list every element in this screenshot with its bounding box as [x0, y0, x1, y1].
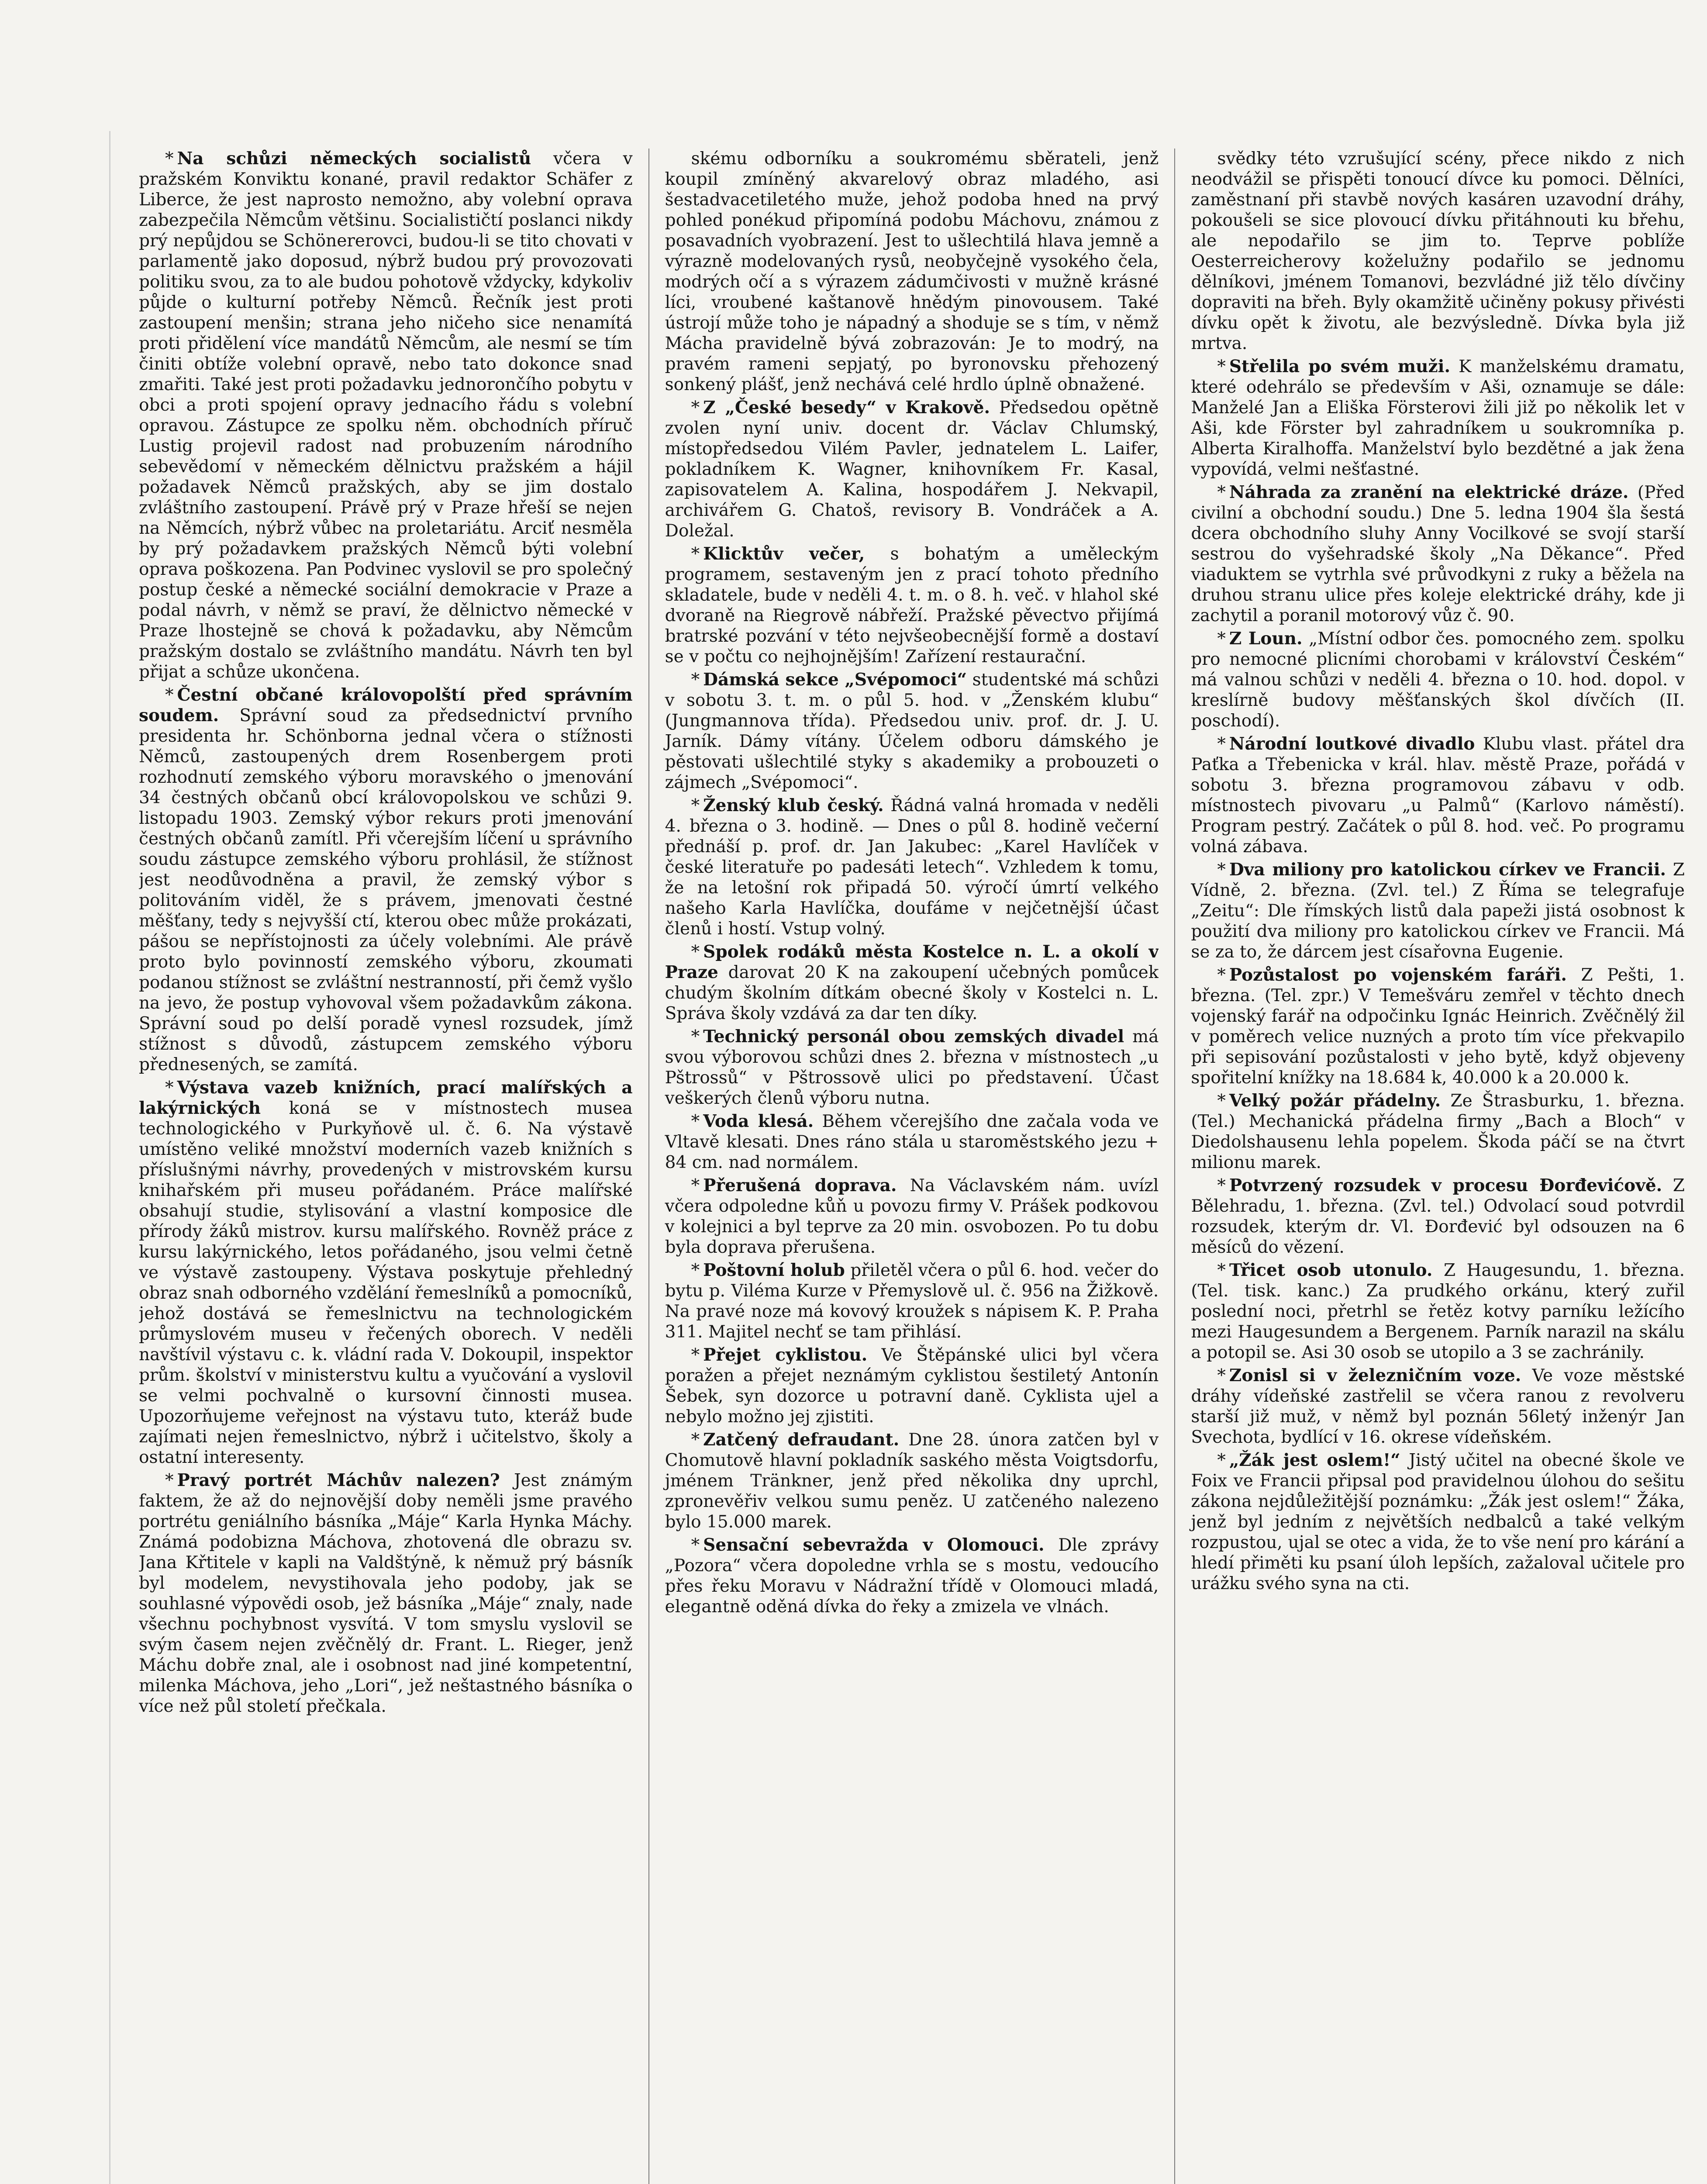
- article-headline: Dámská sekce „Svépomoci“: [703, 670, 967, 690]
- article-headline: Ženský klub český.: [703, 795, 884, 816]
- article-headline: Klicktův večer,: [703, 544, 865, 564]
- column-middle: [648, 149, 1159, 2184]
- news-article: [665, 1535, 1159, 1617]
- article-body: Jistý učitel na obecné škole ve Foix ve Francii připsal pod pravidelnou úlohou do sešitu zákona nejdůležitější poznámku: „Žák jest oslem!“ Žáka, jenž byl jedním z největších nedbalců a také velkým rozpustou, ujal se otec a vida, že to vše není pro kárání a hledí přiměti ku psaní úloh lepších, zažaloval učitele pro urážku svého syna na cti.: [1191, 1451, 1685, 1593]
- news-article: [1191, 1260, 1685, 1363]
- article-headline: Národní loutkové divadlo: [1229, 734, 1475, 754]
- article-body: Ve voze městské dráhy vídeňské zastřelil se včera ranou z revolveru starší již muž, v němž byl poznán 56letý inženýr Jan Svechota, bydlící v 16. okrese vídeňském.: [1191, 1366, 1685, 1447]
- news-article: [665, 1260, 1159, 1342]
- article-body: Z Bělehradu, 1. března. (Zvl. tel.) Odvolací soud potvrdil rozsudek, kterým dr. Vl. Đorđević byl odsouzen na 6 měsíců do vězení.: [1191, 1176, 1685, 1257]
- article-body: skému odborníku a soukromému sběrateli, jenž koupil zmíněný akvarelový obraz mladého, asi šestadvacetiletého muže, jehož podoba hned na prvý pohled ponékud připomíná podobu Máchovu, známou z posavadních vyobrazení. Jest to ušlechtilá hlava jemně a výrazně modelovaných rysů, neobyčejně vysokého čela, modrých očí a s výrazem zádumčivosti v mužně krásné líci, vroubené kaštanově hnědým pinovousem. Také ústrojí může toho je nápadný a shoduje se s tím, v němž Mácha pravidelně bývá zobrazován: Je to modrý, na pravém rameni sepjatý, po byronovsku přehozený sonkený plášť, jenž nechává celé hrdlo úplně obnažené.: [665, 149, 1159, 394]
- article-body: Řádná valná hromada v neděli 4. března o 3. hodině. — Dnes o půl 8. hodině večerní přednáší p. prof. dr. Jan Jakubec: „Karel Havlíček v české literatuře po padesáti letech“. Vzhledem k tomu, že na letošní rok připadá 50. výročí úmrtí velkého našeho Karla Havlíčka, doufáme v nejčetnější účast členů i hostí. Vstup volný.: [665, 796, 1159, 939]
- article-body: Během včerejšího dne začala voda ve Vltavě klesati. Dnes ráno stála u staroměstského jezu + 84 cm. nad normálem.: [665, 1112, 1159, 1172]
- article-marker: *: [1217, 1091, 1226, 1111]
- article-marker: *: [691, 1027, 700, 1047]
- article-body: Správní soud za předsednictví prvního presidenta hr. Schönborna jednal včera o stížnosti Němců, zastoupených drem Rosenbergem proti rozhodnutí zemského výboru moravského o jmenování 34 čestných občanů obcí královopolskou ve schůzi 9. listopadu 1903. Zemský výbor rekurs proti jmenování čestných občanů zamítl. Při včerejším líčení u správního soudu zástupce zemského výboru prohlásil, že stížnost jest neodůvodněna a pravil, že zemský výbor s politováním viděl, že s právem, jmenovati čestné měšťany, tedy s nejvyšší ctí, kterou obec může prokázati, pášou se nepřístojnosti za účely volebními. Ale právě proto bylo povinností zemského výboru, zkoumati podanou stížnost se zvláštní nestranností, při čemž vyšlo na jevo, že postup vyhovoval všem požadavkům zákona. Správní soud po delší poradě vynesl rozsudek, jímž stížnost s důvodů, zástupcem zemského výboru přednesených, se zamítá.: [139, 706, 633, 1075]
- article-marker: *: [1217, 483, 1226, 502]
- news-article: [1191, 149, 1685, 354]
- article-marker: *: [165, 685, 174, 705]
- article-body: Ze Štrasburku, 1. března. (Tel.) Mechanická přádelna firmy „Bach a Bloch“ v Diedolshausenu lehla popelem. Škoda páčí se na čtvrt milionu marek.: [1191, 1091, 1685, 1172]
- article-body: Dne 28. února zatčen byl v Chomutově hlavní pokladník saského města Voigtsdorfu, jménem Tränkner, jenž před několika dny uprchl, zpronevěřiv velkou sumu peněz. U zatčeného nalezeno bylo 15.000 marek.: [665, 1430, 1159, 1532]
- article-body: studentské má schůzi v sobotu 3. t. m. o půl 5. hod. v „Ženském klubu“ (Jungmannova třída). Předsedou univ. prof. dr. J. U. Jarník. Dámy vítány. Účelem odboru dámského je pěstovati ušlechtilé styky s akademiky a probouzeti o zájmech „Svépomoci“.: [665, 670, 1159, 792]
- article-marker: *: [1217, 1261, 1226, 1280]
- article-body: svědky této vzrušující scény, přece nikdo z nich neodvážil se přispěti tonoucí dívce ku pomoci. Dělníci, zaměstnaní při stavbě nových kasáren uzavodní dráhy, pokoušeli se sice plovoucí dívku přitáhnouti ku břehu, ale nepodařilo se jim to. Teprve poblíže Oesterreicherovy koželužny podařilo se jednomu dělníkovi, jménem Tomanovi, bezvládné již tělo dívčiny dopraviti na břeh. Byly okamžitě učiněny pokusy přivésti dívku opět k životu, ale bezvýsledně. Dívka byla již mrtva.: [1191, 149, 1685, 353]
- article-marker: *: [1217, 1366, 1226, 1386]
- article-body: „Místní odbor čes. pomocného zem. spolku pro nemocné plicními chorobami v království Českém“ má valnou schůzi v neděli 4. března o 10. hod. dopol. v kreslírně budovy měšťanských škol dívčích (II. poschodí).: [1191, 629, 1685, 731]
- news-article: [1191, 860, 1685, 962]
- news-article: [1191, 1450, 1685, 1594]
- news-article: [665, 1430, 1159, 1532]
- article-headline: Střelila po svém muži.: [1229, 356, 1451, 377]
- news-article: [665, 1175, 1159, 1258]
- article-headline: Sensační sebevražda v Olomouci.: [703, 1535, 1045, 1555]
- article-marker: *: [165, 1078, 174, 1098]
- news-article: [1191, 1091, 1685, 1173]
- article-headline: Na schůzi německých socialistů: [177, 149, 531, 169]
- article-marker: *: [691, 1535, 700, 1555]
- news-article: [665, 397, 1159, 541]
- article-headline: Z Loun.: [1229, 629, 1303, 649]
- article-body: Z Pešti, 1. března. (Tel. zpr.) V Temešváru zemřel v těchto dnech vojenský farář na odpočinku Ignác Heinrich. Zvěčnělý žil v poměrech velice nuzných a proto tím více překvapilo při sepisování pozůstalosti v jeho bytě, když objeveny spořitelní knížky na 18.684 k, 40.000 k a 20.000 k.: [1191, 965, 1685, 1088]
- article-marker: *: [691, 1345, 700, 1365]
- article-body: Na Václavském nám. uvízl včera odpoledne kůň u povozu firmy V. Prášek podkovou v kolejnici a byl teprve za 20 min. osvobozen. Po tu dobu byla doprava přerušena.: [665, 1176, 1159, 1257]
- article-headline: Náhrada za zranění na elektrické dráze.: [1229, 482, 1629, 502]
- article-headline: Velký požár přádelny.: [1229, 1091, 1441, 1111]
- news-article: [139, 149, 633, 682]
- news-article: [665, 795, 1159, 939]
- article-body: Z Vídně, 2. března. (Zvl. tel.) Z Říma se telegrafuje „Zeitu“: Dle římských listů dala papeži jistá osobnost k použití dva miliony pro katolickou církev ve Francii. Má se za to, že dárcem jest císařovna Eugenie.: [1191, 860, 1685, 962]
- news-article: [139, 685, 633, 1075]
- article-headline: Přerušená doprava.: [703, 1175, 897, 1196]
- news-article: [1191, 356, 1685, 480]
- article-body: má svou výborovou schůzi dnes 2. března v místnostech „u Pštrossů“ v Pštrossově ulici po představení. Účast veškerých členů výboru nutna.: [665, 1027, 1159, 1108]
- article-headline: Voda klesá.: [703, 1111, 814, 1131]
- article-headline: Technický personál obou zemských divadel: [703, 1026, 1124, 1047]
- news-article: [665, 1026, 1159, 1109]
- news-article: [665, 670, 1159, 793]
- article-body: koná se v místnostech musea technologického v Purkyňově ul. č. 6. Na výstavě umístěno veliké množství moderních vazeb knižních s příslušnými návrhy, provedených v mistrovském kursu knihařském při museu pořádaném. Práce malířské obsahují studie, stylisování a vlastní komposice dle přírody žáků mistrov. kursu malířského. Rovněž práce z kursu lakýrnického, letos pořádaného, jsou velmi četně ve výstavě zastoupeny. Výstava poskytuje přehledný obraz snah odborného vzdělání řemeslníků a pomocníků, jehož dostává se řemeslnictvu na technologickém průmyslovém museu v řečených oborech. V neděli navštívil výstavu c. k. vládní rada V. Dokoupil, inspektor prům. školství v ministerstvu kultu a vyučování a vyslovil se velmi pochvalně o kursovní činnosti musea. Upozorňujeme veřejnost na výstavu tuto, kteráž bude zajímati nejen řemeslnictvo, nýbrž i učitelstvo, školy a ostatní interesenty.: [139, 1099, 633, 1467]
- article-marker: *: [691, 398, 700, 418]
- news-article: [1191, 734, 1685, 857]
- article-marker: *: [1217, 1176, 1226, 1196]
- article-marker: *: [1217, 1451, 1226, 1470]
- article-marker: *: [1217, 734, 1226, 754]
- article-body: (Před civilní a obchodní soudu.) Dne 5. ledna 1904 šla šestá dcera obchodního sluhy Anny Vocilkové se svojí starší sestrou do vyšehradské školy „Na Děkance“. Před viaduktem se vytrhla své průvodkyni z ruky a běžela na druhou stranu ulice přes koleje elektrické dráhy, kde ji zachytil a poranil motorový vůz č. 90.: [1191, 483, 1685, 625]
- article-marker: *: [691, 1261, 700, 1280]
- news-article: [139, 1078, 633, 1468]
- news-article: [665, 149, 1159, 395]
- article-marker: *: [1217, 629, 1226, 649]
- column-left: [139, 149, 633, 2184]
- column-right: [1174, 149, 1685, 2184]
- article-body: přiletěl včera o půl 6. hod. večer do bytu p. Viléma Kurze v Přemyslově ul. č. 956 na Žižkově. Na pravé noze má kovový kroužek s nápisem K. P. Praha 311. Majitel nechť se tam přihlásí.: [665, 1261, 1159, 1342]
- article-body: Ve Štěpánské ulici byl včera poražen a přejet neznámým cyklistou šestiletý Antonín Šebek, syn dozorce u potravní daně. Cyklista ujel a nebylo možno jej zjistiti.: [665, 1345, 1159, 1427]
- article-headline: Třicet osob utonulo.: [1229, 1260, 1433, 1280]
- news-article: [665, 544, 1159, 667]
- article-headline: Spolek rodáků města Kostelce n. L. a okolí v Praze: [665, 942, 1159, 982]
- article-body: s bohatým a uměleckým programem, sestaveným jen z prací tohoto předního skladatele, bude v neděli 4. t. m. o 8. h. več. v hlahol ské dvoraně na Riegrově nábřeží. Pražské pěvectvo přijímá bratrské pozvání v této nejvšeobecnější formě a dostaví se v počtu co nejhojnějším! Zařízení restaurační.: [665, 544, 1159, 667]
- article-body: K manželskému dramatu, které odehrálo se především v Aši, oznamuje se dále: Manželé Jan a Eliška Försterovi žili již po několik let v Aši, kde Förster byl zahradníkem u soukromníka p. Alberta Kiralhoffa. Manželství bylo bezdětné a jak žena vypovídá, velmi nešťastné.: [1191, 357, 1685, 479]
- article-body: včera v pražském Konviktu konané, pravil redaktor Schäfer z Liberce, že jest naprosto nemožno, aby volební oprava zabezpečila Němcům většinu. Socialističtí poslanci nikdy prý nepůjdou se Schönererovci, budou-li se tito chovati v parlamentě jako doposud, nýbrž budou prý provozovati politiku svou, za to ale budou pohotově vždycky, kdykoliv půjde o kulturní potřeby Němců. Řečník jest proti zastoupení menšin; strana jeho ničeho sice nenamítá proti přidělení více mandátů Němcům, ale nesmí se tím činiti obtíže volební opravě, nebo tato dokonce snad zmařiti. Také jest proti požadavku jednorončího pobytu v obci a proti spojení opravy jednacího řádu s volební opravou. Zástupce ze spolku něm. obchodních příruč Lustig projevil radost nad probuzením národního sebevědomí v německém dělnictvu pražském a hájil požadavek Němců pražských, aby se jim dostalo zvláštního zastoupení. Právě prý v Praze hřeší se nejen na Němcích, nýbrž vůbec na proletariátu. Arciť nesměla by prý požadavkem pražských Němců býti volební oprava poškozena. Pan Podvinec vyslovil se pro společný postup české a německé sociální demokracie v Praze a podal návrh, v němž se praví, že dělnictvo německé v Praze lhostejně se chová k požadavku, aby Němcům pražským dostalo se zvláštního mandátu. Návrh ten byl přijat a schůze ukončena.: [139, 149, 633, 682]
- article-body: Předsedou opětně zvolen nyní univ. docent dr. Václav Chlumský, místopředsedou Vilém Pavler, jednatelem L. Laifer, pokladníkem K. Wagner, knihovníkem Fr. Kasal, zapisovatelem A. Kalina, hospodářem J. Nekvapil, archivářem G. Chatoš, revisory B. Vondráček a A. Doležal.: [665, 398, 1159, 541]
- article-marker: *: [691, 544, 700, 564]
- article-headline: Potvrzený rozsudek v procesu Đorđevićově.: [1229, 1175, 1662, 1196]
- news-article: [1191, 965, 1685, 1088]
- article-headline: Dva miliony pro katolickou církev ve Francii.: [1229, 860, 1666, 880]
- article-headline: Čestní občané královopolští před správním soudem.: [139, 685, 633, 726]
- article-headline: Přejet cyklistou.: [703, 1345, 868, 1365]
- article-marker: *: [1217, 357, 1226, 377]
- news-article: [1191, 629, 1685, 731]
- article-headline: Pravý portrét Máchův nalezen?: [177, 1470, 500, 1490]
- article-body: Jest známým faktem, že až do nejnovější doby neměli jsme pravého portrétu geniálního básníka „Máje“ Karla Hynka Máchy. Známá podobizna Máchova, zhotovená dle obrazu sv. Jana Křtitele v kapli na Valdštýně, k němuž prý básník byl modelem, nevystihovala jeho podoby, jak se souhlasné výpovědi osob, jež básníka „Máje“ znaly, nade všechnu pochybnost vysvítá. V tom smyslu vyslovil se svým časem nejen zvěčnělý dr. Frant. L. Rieger, jenž Máchu dobře znal, ale i osobnost nad jiné kompetentní, milenka Máchova, jeho „Lori“, jež neštastného básníka o více než půl století přečkala.: [139, 1471, 633, 1716]
- news-article: [665, 1345, 1159, 1427]
- article-body: darovat 20 K na zakoupení učebných pomůcek chudým školním dítkám obecné školy v Kostelci n. L. Správa školy vzdává za dar ten díky.: [665, 963, 1159, 1023]
- article-marker: *: [1217, 965, 1226, 985]
- news-article: [665, 1111, 1159, 1173]
- article-marker: *: [1217, 860, 1226, 880]
- article-marker: *: [691, 1176, 700, 1196]
- article-marker: *: [691, 1430, 700, 1450]
- article-marker: *: [691, 942, 700, 962]
- news-article: [665, 942, 1159, 1024]
- article-body: Z Haugesundu, 1. března. (Tel. tisk. kanc.) Za prudkého orkánu, který zuřil poslední noci, přetrhl se řetěz kotvy parníku ležícího mezi Haugesundem a Bergenem. Parník narazil na skálu a potopil se. Asi 30 osob se utopilo a 3 se zachránily.: [1191, 1261, 1685, 1362]
- article-marker: *: [691, 1112, 700, 1131]
- article-body: Klubu vlast. přátel dra Paťka a Třebenicka v král. hlav. městě Praze, pořádá v sobotu 3. března programovou zábavu v odb. místnostech pivovaru „u Palmů“ (Karlovo náměstí). Program pestrý. Začátek o půl 8. hod. več. Po programu volná zábava.: [1191, 734, 1685, 857]
- text-columns: [139, 149, 1685, 2184]
- news-article: [1191, 1365, 1685, 1448]
- article-headline: Pozůstalost po vojenském faráři.: [1229, 965, 1567, 985]
- news-article: [1191, 1175, 1685, 1258]
- article-headline: Zatčený defraudant.: [703, 1430, 900, 1450]
- article-marker: *: [165, 149, 174, 169]
- article-headline: Výstava vazeb knižních, prací malířských a lakýrnických: [139, 1078, 633, 1118]
- article-headline: Poštovní holub: [703, 1260, 845, 1280]
- article-marker: *: [691, 670, 700, 690]
- article-headline: Z „České besedy“ v Krakově.: [703, 397, 990, 418]
- article-headline: Zonisl si v železničním voze.: [1229, 1365, 1521, 1386]
- article-marker: *: [691, 796, 700, 816]
- article-headline: „Žák jest oslem!“: [1229, 1450, 1400, 1470]
- news-article: [139, 1470, 633, 1717]
- article-marker: *: [165, 1471, 174, 1490]
- news-article: [1191, 482, 1685, 626]
- article-body: Dle zprávy „Pozora“ včera dopoledne vrhla se s mostu, vedoucího přes řeku Moravu v Nádražní třídě v Olomouci mladá, elegantně oděná dívka do řeky a zmizela ve vlnách.: [665, 1535, 1159, 1617]
